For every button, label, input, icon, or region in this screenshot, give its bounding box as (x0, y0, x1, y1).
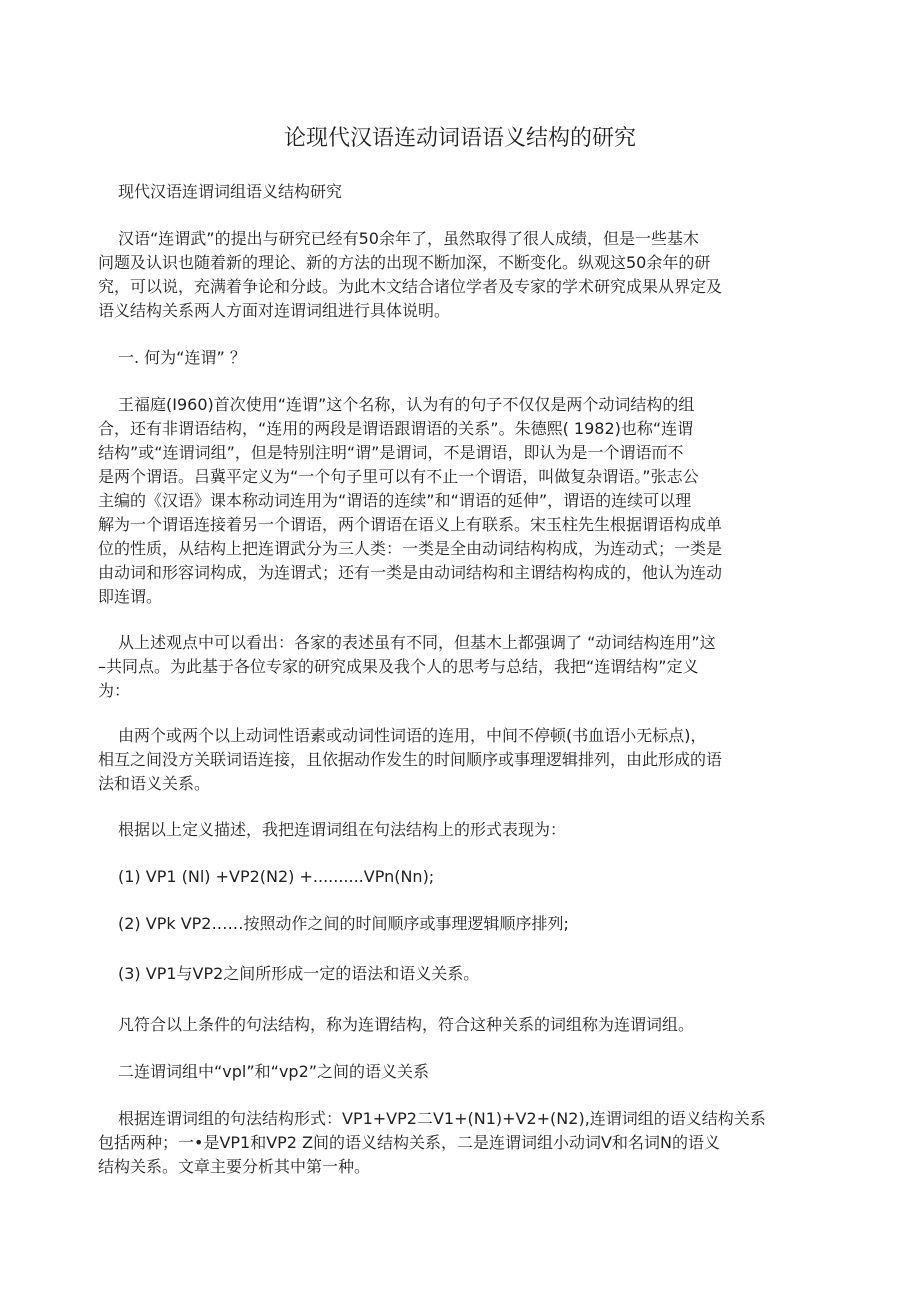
document-title: 论现代汉语连动词语语义结构的研究 (283, 126, 636, 151)
text-line: 从上述观点中可以看出：各家的表述虽有不同，但基木上都强调了 “动词结构连用”这 (118, 633, 716, 652)
text-line: 位的性质，从结构上把连谓武分为三人类：一类是全由动词结构构成，为连动式；一类是 (98, 539, 723, 558)
text-line: –共同点。为此基于各位专家的研究成果及我个人的思考与总结，我把“连谓结构”定义 (98, 657, 699, 676)
section-heading: 一. 何为“连谓” ？ (118, 348, 246, 367)
text-line: 王福庭(I960)首次使用“连谓”这个名称，认为有的句子不仅仅是两个动词结构的组 (118, 395, 695, 414)
text-line: 由两个或两个以上动词性语素或动词性词语的连用，中间不停顿(书血语小无标点)， (118, 726, 707, 745)
text-line: 为： (98, 681, 131, 700)
section-heading: 二连谓词组中“vpl”和“vp2”之间的语义关系 (118, 1062, 430, 1081)
text-line: 是两个谓语。吕冀平定义为“一个句子里可以有不止一个谓语，叫做复杂谓语。”张志公 (98, 467, 699, 486)
text-line: 法和语义关系。 (98, 774, 211, 793)
text-line: 语义结构关系两人方面对连谓词组进行具体说明。 (98, 301, 451, 320)
formula-line: (1) VP1 (Nl) +VP2(N2) +..........VPn(Nn); (118, 867, 435, 886)
text-line: 主编的《汉语》课本称动词连用为“谓语的连续”和“谓语的延伸”，谓语的连续可以理 (98, 491, 692, 510)
text-line: 合，还有非谓语结构，“连用的两段是谓语跟谓语的关系”。朱德熙( 1982)也称“连谓 (98, 419, 694, 438)
formula-line: (2) VPk VP2……按照动作之间的时间顺序或事理逻辑顺序排列; (118, 914, 569, 933)
text-line: 解为一个谓语连接着另一个谓语，两个谓语在语义上有联系。宋玉柱先生根据谓语构成单 (98, 515, 723, 534)
text-line: 凡符合以上条件的句法结构，称为连谓结构，符合这种关系的词组称为连谓词组。 (118, 1015, 695, 1034)
text-line: 问题及认识也随着新的理论、新的方法的出现不断加深，不断变化。纵观这50余年的研 (98, 253, 711, 272)
text-line: 相互之间没方关联词语连接，且依据动作发生的时间顺序或事理逻辑排列，由此形成的语 (98, 750, 723, 769)
document-subtitle: 现代汉语连谓词组语义结构研究 (118, 182, 343, 201)
text-line: 根据以上定义描述，我把连谓词组在句法结构上的形式表现为： (118, 820, 567, 839)
text-line: 结构”或“连谓词组”，但是特别注明“谓”是谓词，不是谓语，即认为是一个谓语而不 (98, 443, 684, 462)
text-line: 即连谓。 (98, 587, 163, 606)
text-line: 包括两种；一•是VP1和VP2 Z间的语义结构关系，二是连谓词组小动词V和名词N的语义 (98, 1133, 720, 1152)
text-line: 汉语“连谓武”的提出与研究已经有50余年了，虽然取得了很人成绩，但是一些基木 (118, 229, 699, 248)
text-line: 根据连谓词组的句法结构形式：VP1+VP2二V1+(N1)+V2+(N2),连谓词组的语义结构关系 (118, 1109, 766, 1128)
text-line: 究，可以说，充满着争论和分歧。为此木文结合诸位学者及专家的学术研究成果从界定及 (98, 277, 723, 296)
text-line: 由动词和形容词构成，为连谓式；还有一类是由动词结构和主谓结构构成的，他认为连动 (98, 563, 723, 582)
formula-line: (3) VP1与VP2之间所形成一定的语法和语义关系。 (118, 964, 480, 983)
text-line: 结构关系。文章主要分析其中第一种。 (98, 1157, 371, 1176)
